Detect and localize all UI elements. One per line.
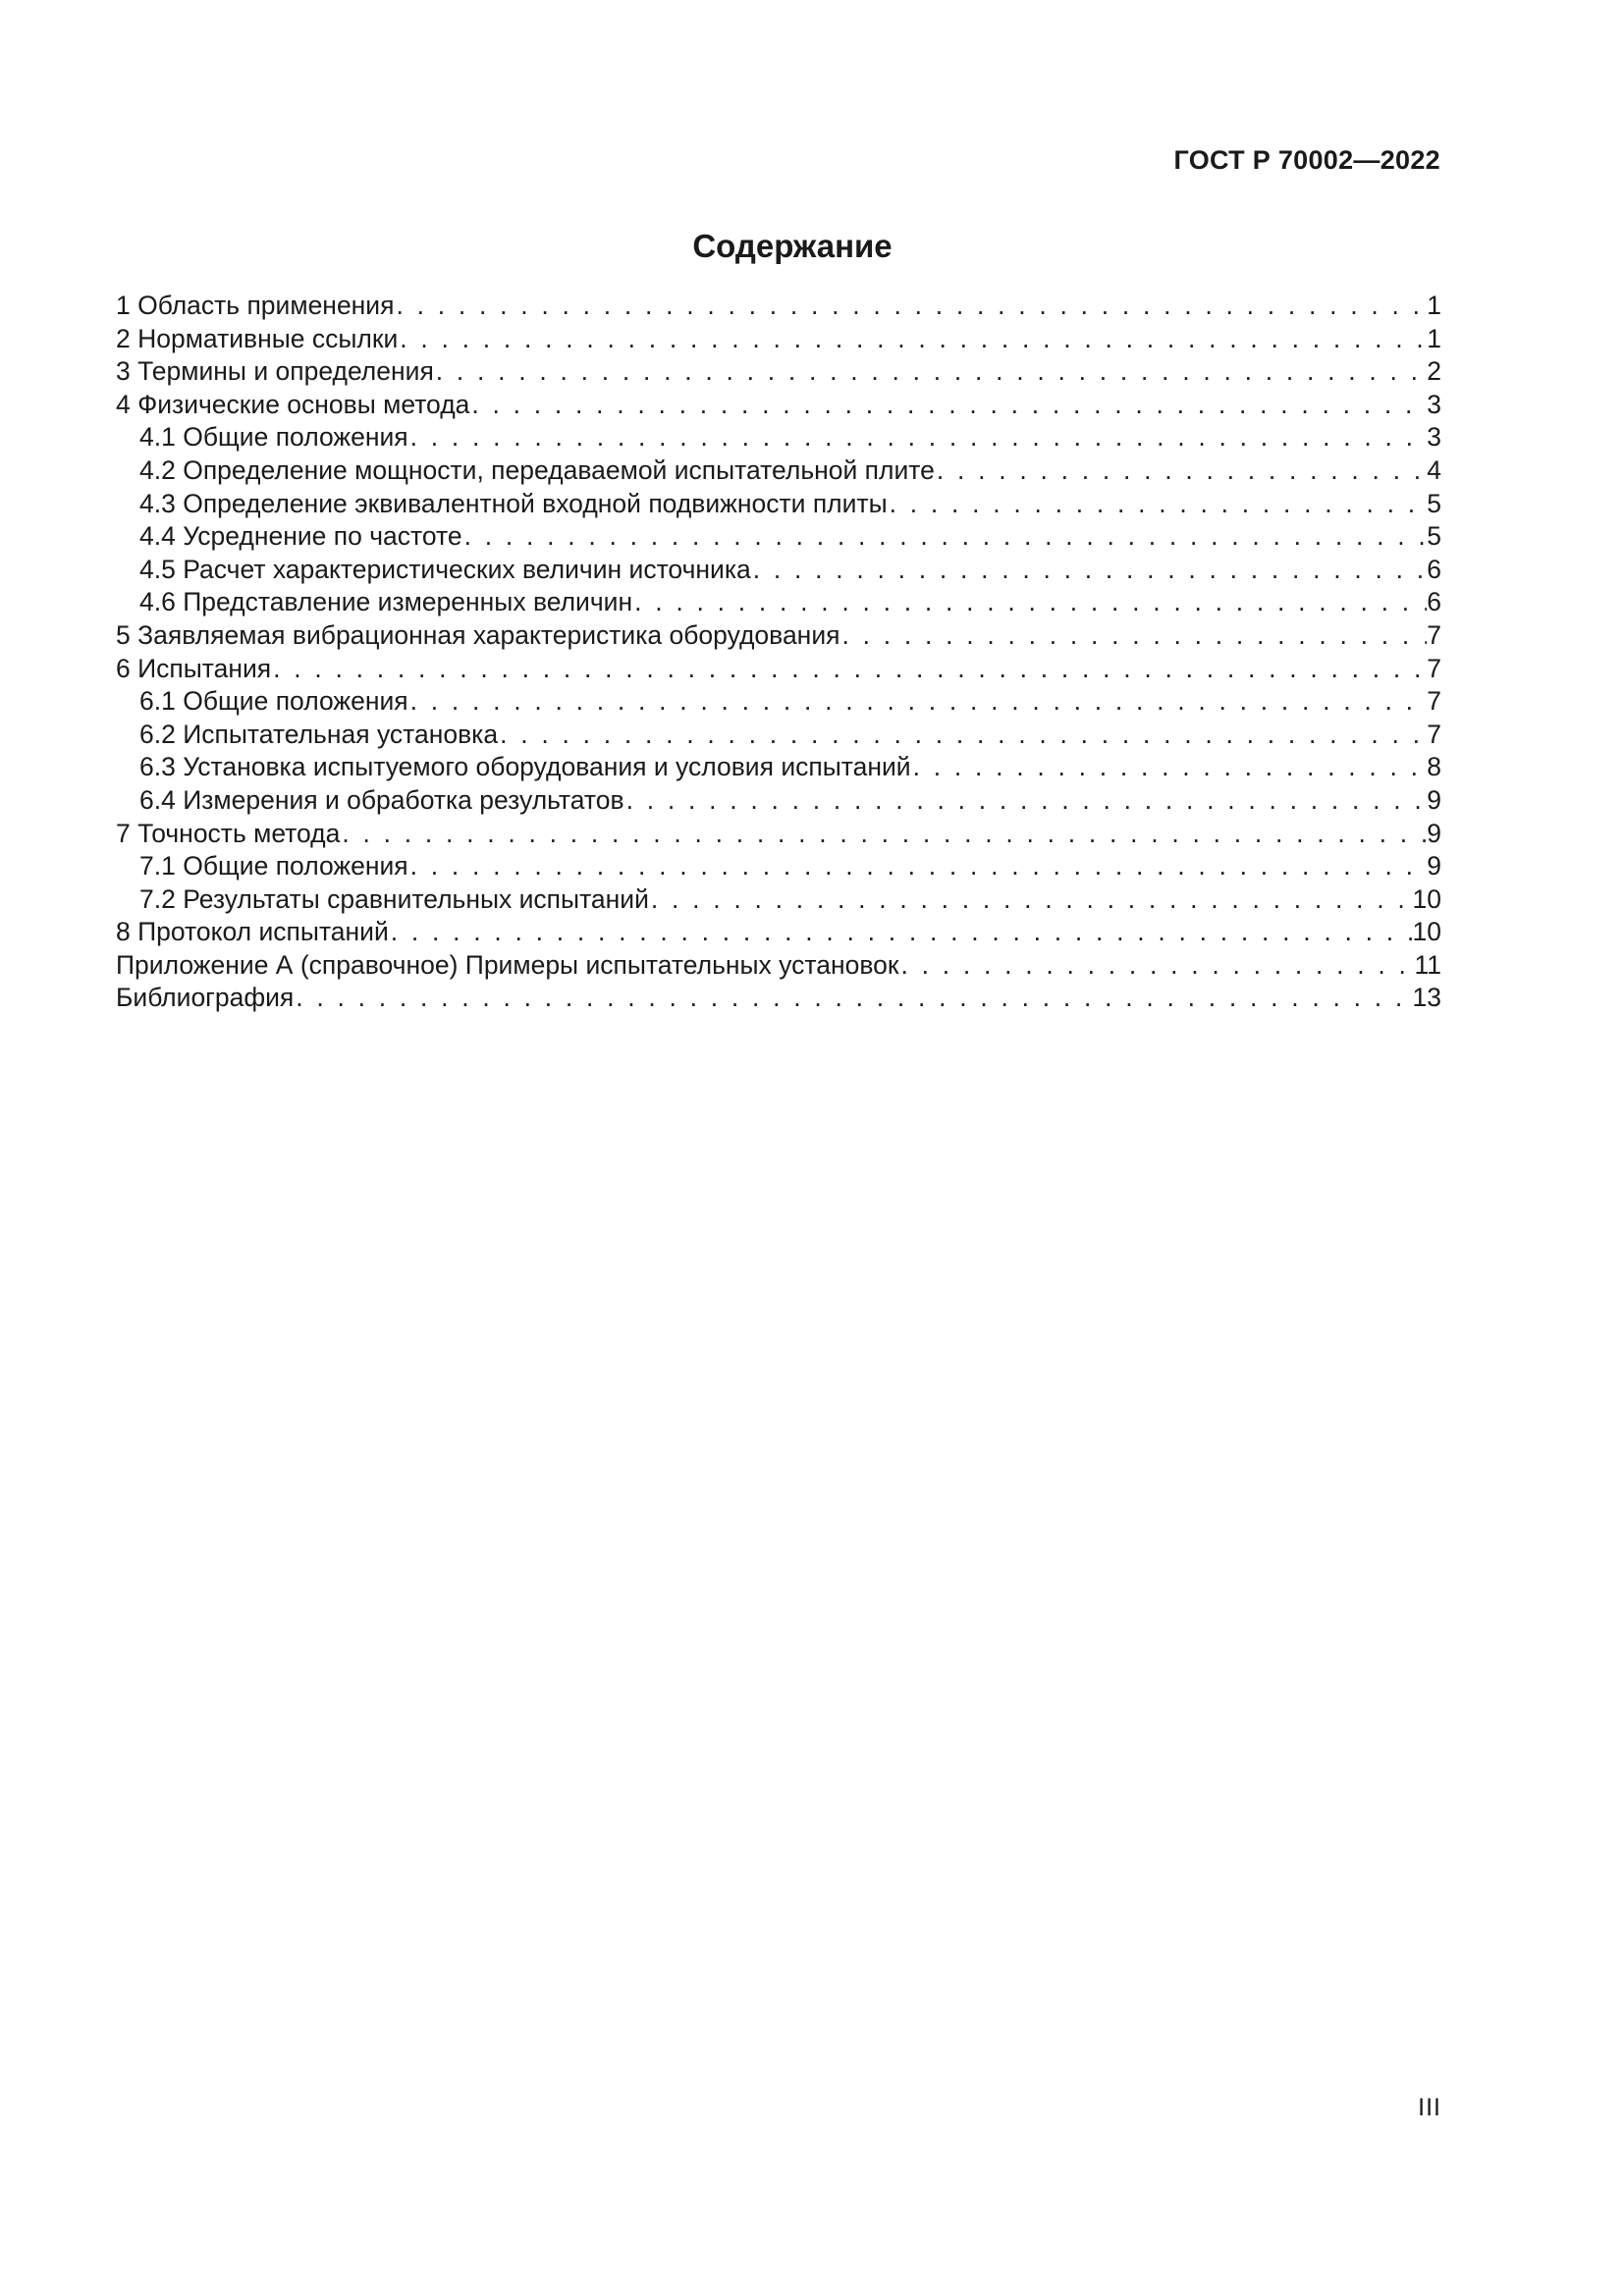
toc-entry[interactable]: [116, 586, 1441, 619]
toc-entry-page: 5: [1427, 488, 1441, 518]
toc-dot-leader: [841, 619, 1427, 653]
toc-entry[interactable]: [116, 290, 1441, 323]
toc-entry[interactable]: [116, 850, 1441, 883]
toc-entry[interactable]: [116, 751, 1441, 784]
toc-entry-label: 6.1 Общие положения: [139, 686, 408, 717]
toc-dot-leader: [296, 982, 1412, 1015]
toc-entry-page: 6: [1427, 587, 1441, 617]
toc-entry-page: 1: [1427, 291, 1441, 320]
toc-entry-page: 8: [1427, 752, 1441, 782]
toc-dot-leader: [651, 883, 1413, 917]
toc-entry-page: 4: [1427, 454, 1441, 485]
toc-entry[interactable]: [116, 916, 1441, 949]
toc-entry-page: 2: [1427, 356, 1441, 387]
toc-entry-page: 7: [1427, 686, 1441, 717]
toc-entry-label: 6.2 Испытательная установка: [139, 719, 499, 749]
toc-entry[interactable]: [116, 619, 1441, 653]
toc-dot-leader: [464, 520, 1428, 554]
toc-entry-page: 9: [1427, 784, 1441, 815]
toc-entry-page: 5: [1427, 521, 1441, 552]
toc-dot-leader: [937, 454, 1427, 488]
toc-entry[interactable]: [116, 323, 1441, 356]
toc-entry-page: 9: [1427, 851, 1441, 881]
toc-entry-label: 4.3 Определение эквивалентной входной подвижности плиты: [139, 488, 888, 518]
toc-dot-leader: [436, 355, 1427, 389]
toc-entry-label: Библиография: [116, 983, 295, 1013]
toc-entry-label: Приложение А (справочное) Примеры испытательных установок: [116, 949, 899, 980]
toc-entry-label: 6.4 Измерения и обработка результатов: [139, 784, 624, 815]
toc-entry[interactable]: [116, 389, 1441, 422]
toc-entry-page: 9: [1427, 818, 1441, 848]
toc-entry-label: 8 Протокол испытаний: [116, 917, 389, 947]
toc-entry[interactable]: [116, 355, 1441, 389]
toc-dot-leader: [626, 784, 1428, 818]
toc-entry[interactable]: [116, 520, 1441, 554]
toc-dot-leader: [410, 685, 1428, 719]
toc-dot-leader: [396, 290, 1427, 323]
toc-dot-leader: [273, 653, 1427, 686]
toc-entry-page: 3: [1427, 422, 1441, 453]
toc-entry-label: 6 Испытания: [116, 653, 272, 683]
toc-entry-page: 10: [1412, 917, 1441, 947]
toc-entry-label: 4.2 Определение мощности, передаваемой испытательной плите: [139, 454, 935, 485]
toc-dot-leader: [890, 488, 1428, 521]
toc-entry-page: 7: [1427, 719, 1441, 749]
toc-entry-label: 3 Термины и определения: [116, 356, 434, 387]
toc-entry[interactable]: [116, 685, 1441, 719]
toc-entry[interactable]: [116, 719, 1441, 752]
toc-entry-label: 7 Точность метода: [116, 818, 341, 848]
toc-entry-label: 7.2 Результаты сравнительных испытаний: [139, 883, 649, 914]
toc-entry[interactable]: [116, 454, 1441, 488]
toc-dot-leader: [913, 751, 1428, 784]
toc-entry-page: 13: [1412, 983, 1441, 1013]
toc-entry[interactable]: [116, 421, 1441, 454]
toc-dot-leader: [400, 323, 1427, 356]
toc-entry-page: 3: [1427, 389, 1441, 419]
toc-entry[interactable]: [116, 818, 1441, 851]
toc-entry[interactable]: [116, 982, 1441, 1015]
toc-entry[interactable]: [116, 784, 1441, 818]
toc-entry-label: 4.5 Расчет характеристических величин источника: [139, 554, 751, 584]
toc-entry-label: 7.1 Общие положения: [139, 851, 408, 881]
toc-dot-leader: [391, 916, 1413, 949]
toc-entry-page: 7: [1427, 619, 1441, 650]
toc-entry-label: 6.3 Установка испытуемого оборудования и условия испытаний: [139, 752, 911, 782]
toc-entry-label: 1 Область применения: [116, 291, 395, 320]
page-number: III: [1418, 2094, 1441, 2121]
toc-entry[interactable]: [116, 949, 1441, 983]
toc-entry-label: 4 Физические основы метода: [116, 389, 470, 419]
toc-entry-page: 10: [1412, 883, 1441, 914]
toc-entry-label: 4.4 Усреднение по частоте: [139, 521, 462, 552]
toc-dot-leader: [410, 850, 1428, 883]
toc-entry[interactable]: [116, 653, 1441, 686]
toc-entry-label: 4.1 Общие положения: [139, 422, 408, 453]
toc-entry-label: 5 Заявляемая вибрационная характеристика оборудования: [116, 619, 840, 650]
toc-dot-leader: [500, 719, 1427, 752]
toc-dot-leader: [634, 586, 1427, 619]
toc-entry-page: 11: [1414, 949, 1441, 980]
toc-dot-leader: [342, 818, 1427, 851]
toc-dot-leader: [471, 389, 1427, 422]
toc-dot-leader: [900, 949, 1414, 983]
toc-title: Содержание: [692, 228, 893, 264]
toc-entry-page: 6: [1427, 554, 1441, 584]
toc-entry-page: 1: [1427, 323, 1441, 353]
toc-dot-leader: [410, 421, 1428, 454]
toc-entry[interactable]: [116, 554, 1441, 587]
toc-entry-page: 7: [1427, 653, 1441, 683]
table-of-contents: [116, 290, 1441, 1015]
toc-dot-leader: [753, 554, 1428, 587]
toc-entry[interactable]: [116, 883, 1441, 917]
document-id-header: ГОСТ Р 70002—2022: [1173, 145, 1440, 175]
toc-entry[interactable]: [116, 488, 1441, 521]
toc-entry-label: 4.6 Представление измеренных величин: [139, 587, 633, 617]
toc-entry-label: 2 Нормативные ссылки: [116, 323, 399, 353]
